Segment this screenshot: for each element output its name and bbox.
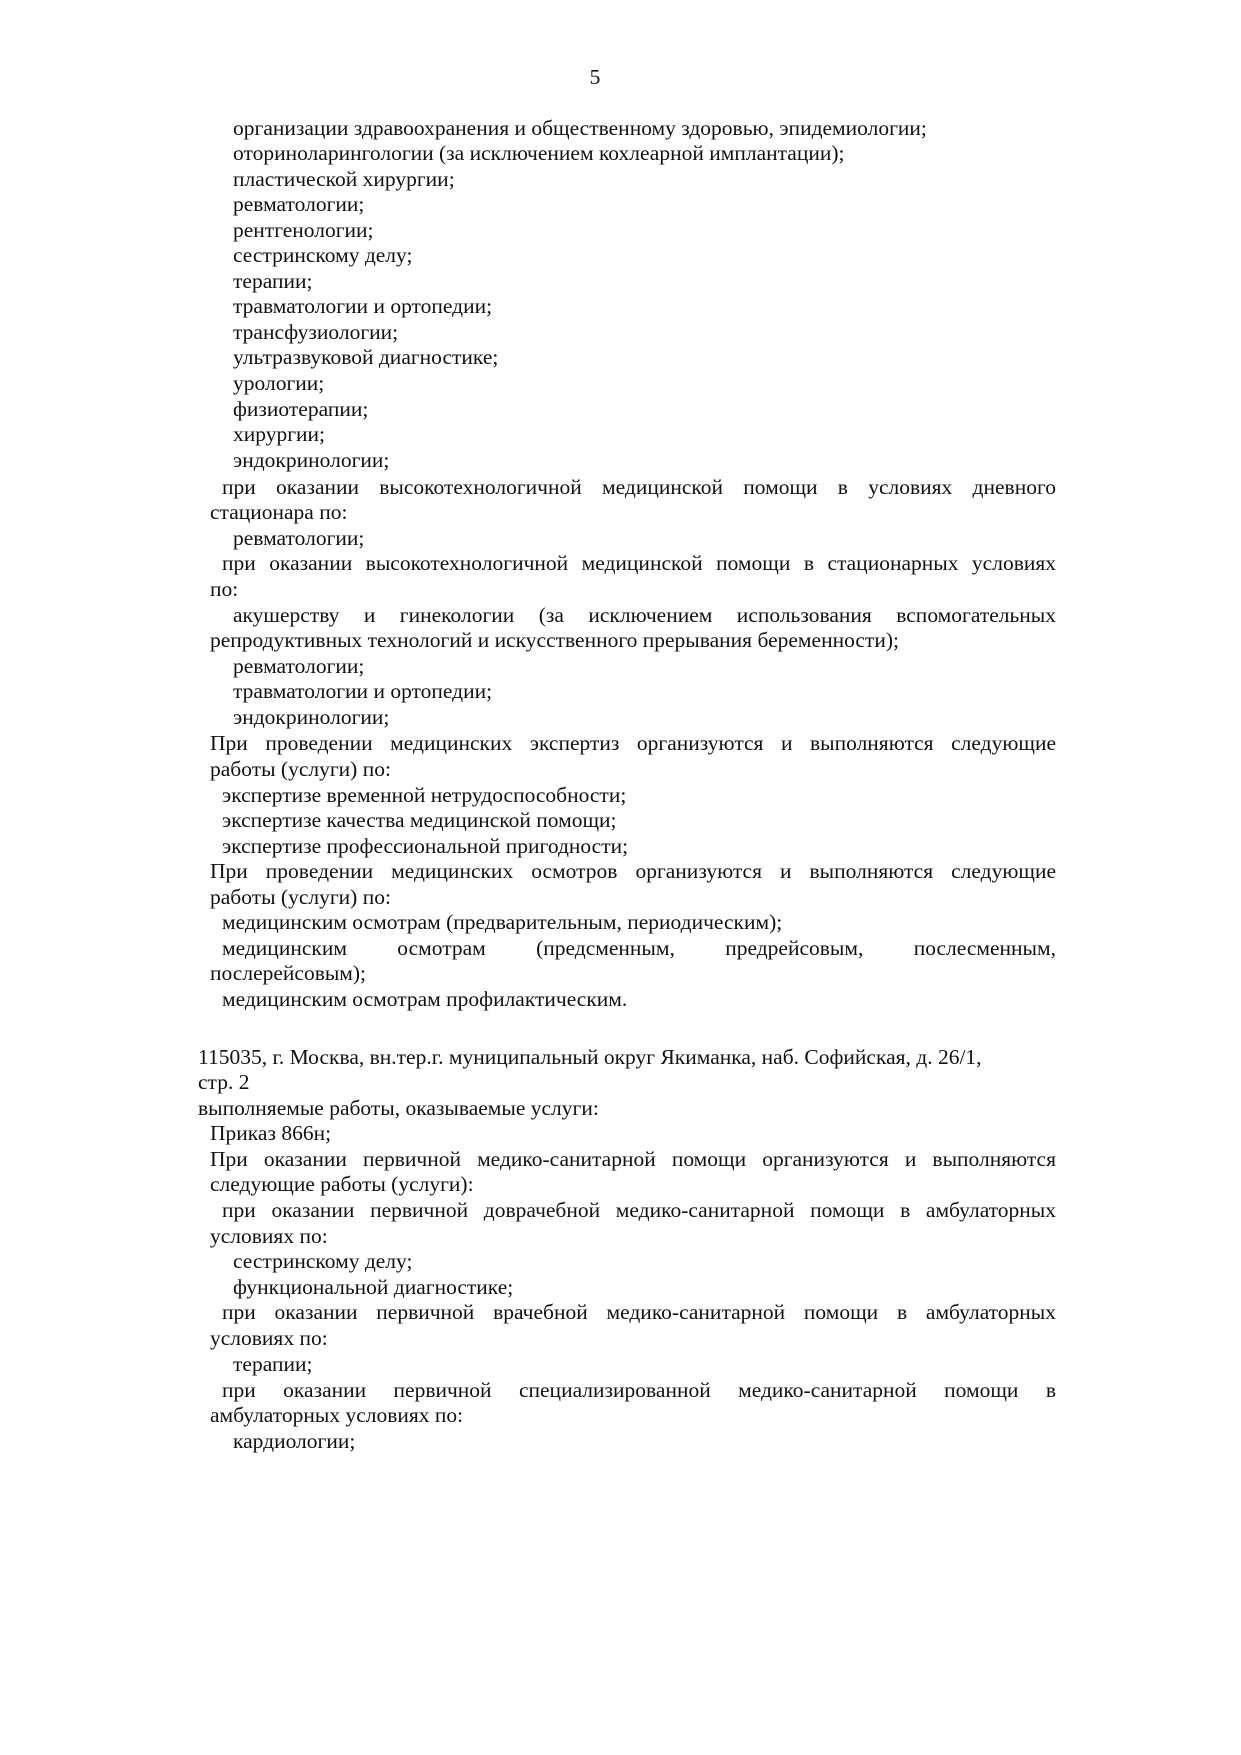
paragraph-line: при оказании первичной врачебной медико-санитарной помощи в амбулаторных — [222, 1300, 1056, 1324]
paragraph-line: работы (услуги) по: — [210, 757, 391, 781]
paragraph-line: работы (услуги) по: — [210, 885, 391, 909]
list-item: организации здравоохранения и общественному здоровью, эпидемиологии; — [233, 116, 927, 140]
list-item: физиотерапии; — [233, 397, 369, 421]
list-item: экспертизе профессиональной пригодности; — [222, 834, 629, 858]
paragraph-line: следующие работы (услуги): — [210, 1172, 474, 1196]
list-item: эндокринологии; — [233, 705, 390, 729]
paragraph-line: при оказании первичной специализированной медико-санитарной помощи в — [222, 1378, 1056, 1402]
list-item: функциональной диагностике; — [233, 1275, 514, 1299]
list-item: акушерству и гинекологии (за исключением использования вспомогательных — [233, 603, 1056, 627]
list-item: ревматологии; — [233, 526, 365, 550]
address-line: стр. 2 — [198, 1070, 250, 1094]
list-item: травматологии и ортопедии; — [233, 294, 493, 318]
list-item: травматологии и ортопедии; — [233, 679, 493, 703]
list-item: экспертизе качества медицинской помощи; — [222, 808, 617, 832]
page-number: 5 — [589, 65, 601, 89]
list-item: урологии; — [233, 371, 325, 395]
list-item: трансфузиологии; — [233, 320, 399, 344]
list-item: эндокринологии; — [233, 448, 390, 472]
list-item: Приказ 866н; — [210, 1121, 332, 1145]
list-item: репродуктивных технологий и искусственного прерывания беременности); — [210, 628, 899, 652]
paragraph-line: условиях по: — [210, 1326, 328, 1350]
list-item: послерейсовым); — [210, 961, 367, 985]
paragraph-line: условиях по: — [210, 1224, 328, 1248]
list-item: пластической хирургии; — [233, 167, 455, 191]
list-item: ревматологии; — [233, 654, 365, 678]
list-item: экспертизе временной нетрудоспособности; — [222, 783, 627, 807]
list-item: сестринскому делу; — [233, 1249, 413, 1273]
paragraph-line: При проведении медицинских осмотров организуются и выполняются следующие — [210, 859, 1056, 883]
list-item: медицинским осмотрам профилактическим. — [222, 987, 628, 1011]
list-item: хирургии; — [233, 422, 326, 446]
address-line: 115035, г. Москва, вн.тер.г. муниципальный округ Якиманка, наб. Софийская, д. 26/1, — [198, 1045, 982, 1069]
list-item: рентгенологии; — [233, 218, 374, 242]
list-item: терапии; — [233, 269, 313, 293]
paragraph-line: амбулаторных условиях по: — [210, 1403, 464, 1427]
list-item: терапии; — [233, 1352, 313, 1376]
list-item: сестринскому делу; — [233, 243, 413, 267]
paragraph-line: стационара по: — [210, 500, 348, 524]
list-item: медицинским осмотрам (предварительным, периодическим); — [222, 910, 783, 934]
paragraph-line: При оказании первичной медико-санитарной помощи организуются и выполняются — [210, 1147, 1056, 1171]
paragraph-line: при оказании высокотехнологичной медицинской помощи в условиях дневного — [222, 475, 1056, 499]
list-item: ультразвуковой диагностике; — [233, 345, 499, 369]
list-item: медицинским осмотрам (предсменным, предрейсовым, послесменным, — [222, 936, 1056, 960]
section-heading: выполняемые работы, оказываемые услуги: — [198, 1096, 599, 1120]
paragraph-line: по: — [210, 577, 239, 601]
list-item: оториноларингологии (за исключением кохлеарной имплантации); — [233, 141, 845, 165]
paragraph-line: при оказании первичной доврачебной медико-санитарной помощи в амбулаторных — [222, 1198, 1056, 1222]
list-item: ревматологии; — [233, 192, 365, 216]
list-item: кардиологии; — [233, 1429, 356, 1453]
paragraph-line: при оказании высокотехнологичной медицинской помощи в стационарных условиях — [222, 551, 1056, 575]
paragraph-line: При проведении медицинских экспертиз организуются и выполняются следующие — [210, 731, 1056, 755]
